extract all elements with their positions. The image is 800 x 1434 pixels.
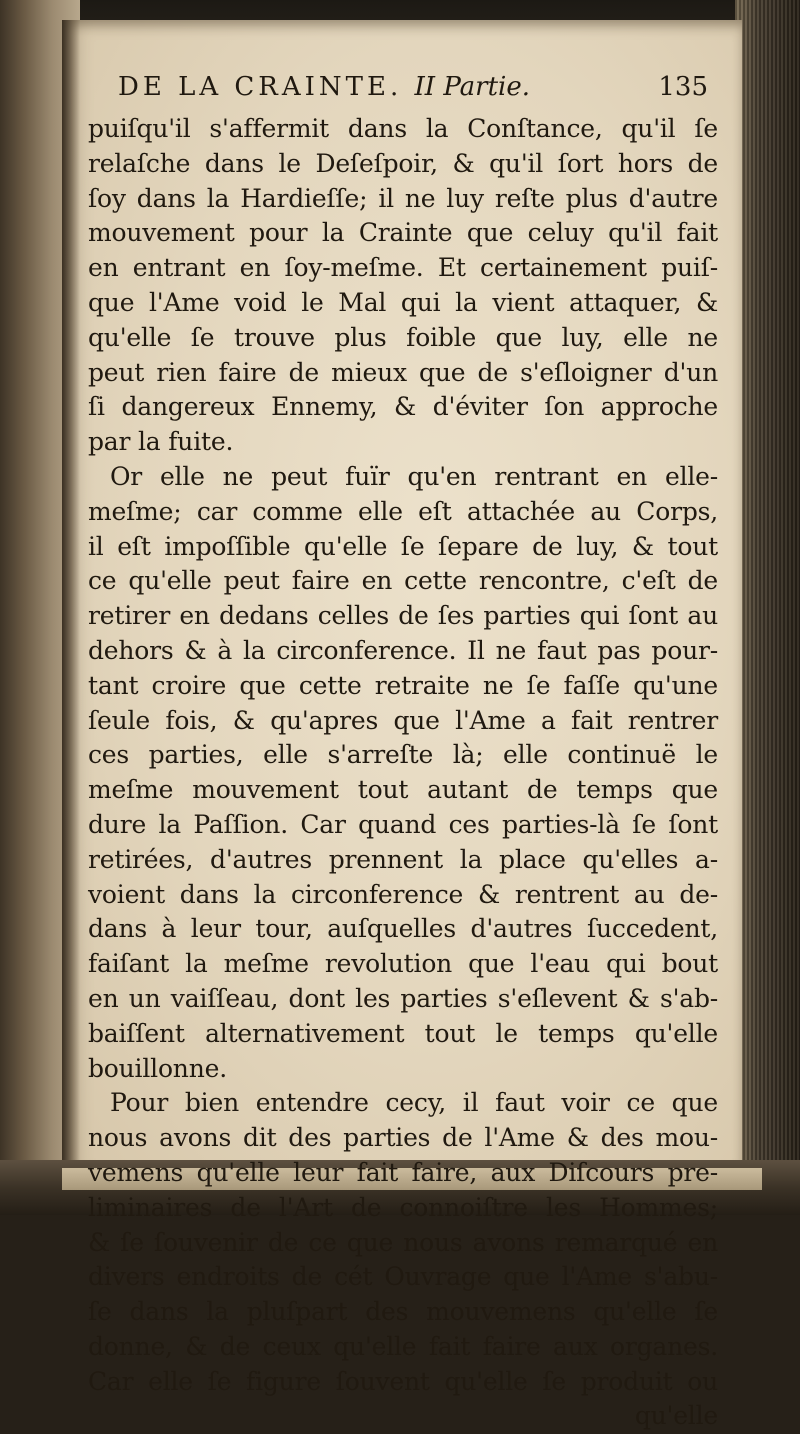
text-line: ſoy dans la Hardieſſe; il ne luy reſte plus d'autre xyxy=(88,183,718,213)
text-line: meſme mouvement tout autant de temps que xyxy=(88,775,718,805)
text-line: ſeule fois, & qu'apres que l'Ame a fait rentrer xyxy=(88,705,718,735)
text-line: mouvement pour la Crainte que celuy qu'il fait xyxy=(88,218,718,248)
text-line: baiſſent alternativement tout le temps qu'elle xyxy=(88,1018,718,1048)
text-line: donne, & de ceux qu'elle fait faire aux organes. xyxy=(88,1331,718,1361)
text-line: qu'elle ſe trouve plus foible que luy, elle ne xyxy=(88,322,718,352)
paragraph-start-line: Pour bien entendre cecy, il faut voir ce que xyxy=(110,1088,718,1118)
catchword: qu'elle xyxy=(634,1401,718,1431)
text-line: ſi dangereux Ennemy, & d'éviter ſon approche xyxy=(88,392,718,422)
text-line: retirer en dedans celles de ſes parties qui ſont au xyxy=(88,601,718,631)
text-line: il eſt impoſſible qu'elle ſe ſepare de luy, & tout xyxy=(88,531,718,561)
running-title-text: DE LA CRAINTE. xyxy=(118,72,403,102)
text-line: voient dans la circonference & rentrent au de- xyxy=(88,879,718,909)
text-line: liminaires de l'Art de connoiſtre les Hommes; xyxy=(88,1192,718,1222)
text-line: vemens qu'elle leur fait faire, aux Diſcours pre- xyxy=(88,1157,718,1187)
part-label: II Partie. xyxy=(414,72,530,102)
text-line: tant croire que cette retraite ne ſe faſſe qu'une xyxy=(88,670,718,700)
text-line: que l'Ame void le Mal qui la vient attaquer, & xyxy=(88,287,718,317)
running-title xyxy=(118,72,530,102)
fore-edge xyxy=(735,0,800,1215)
body-text xyxy=(88,112,718,1434)
text-line: en un vaiſſeau, dont les parties s'eſlevent & s'ab- xyxy=(88,983,718,1013)
text-line: divers endroits de cét Ouvrage que l'Ame s'abu- xyxy=(88,1262,718,1292)
text-line: ſe dans la pluſpart des mouvemens qu'elle ſe xyxy=(88,1297,718,1327)
text-line: puiſqu'il s'affermit dans la Conſtance, qu'il ſe xyxy=(88,114,718,143)
page-number: 135 xyxy=(658,72,708,102)
text-line: bouillonne. xyxy=(88,1053,227,1083)
text-line: & ſe ſouvenir de ce que nous avons remarqué en xyxy=(88,1227,718,1257)
paragraph-start-line: Or elle ne peut fuïr qu'en rentrant en elle- xyxy=(110,461,718,491)
text-line: par la fuite. xyxy=(88,427,234,457)
text-line: faiſant la meſme revolution que l'eau qui bout xyxy=(88,949,718,979)
text-line: dure la Paſſion. Car quand ces parties-là ſe ſont xyxy=(88,809,718,839)
text-line: dehors & à la circonference. Il ne faut pas pour- xyxy=(88,635,718,665)
text-block xyxy=(88,72,718,1434)
gutter-shadow xyxy=(62,20,80,1180)
text-line: dans à leur tour, auſquelles d'autres ſuccedent, xyxy=(88,914,718,944)
text-line: Car elle ſe figure ſouvent qu'elle ſe produit ou xyxy=(88,1366,718,1396)
text-line: meſme; car comme elle eſt attachée au Corps, xyxy=(88,496,718,526)
text-line: ce qu'elle peut faire en cette rencontre, c'eſt de xyxy=(88,566,718,596)
text-line: en entrant en ſoy-meſme. Et certainement puiſ- xyxy=(88,253,718,283)
text-line: ces parties, elle s'arreſte là; elle continuë le xyxy=(88,740,718,770)
text-line: relaſche dans le Deſeſpoir, & qu'il ſort hors de xyxy=(88,148,718,178)
text-line: nous avons dit des parties de l'Ame & des mou- xyxy=(88,1123,718,1153)
text-line: retirées, d'autres prennent la place qu'elles a- xyxy=(88,844,718,874)
running-header xyxy=(118,72,708,112)
text-line: peut rien faire de mieux que de s'eſloigner d'un xyxy=(88,357,718,387)
